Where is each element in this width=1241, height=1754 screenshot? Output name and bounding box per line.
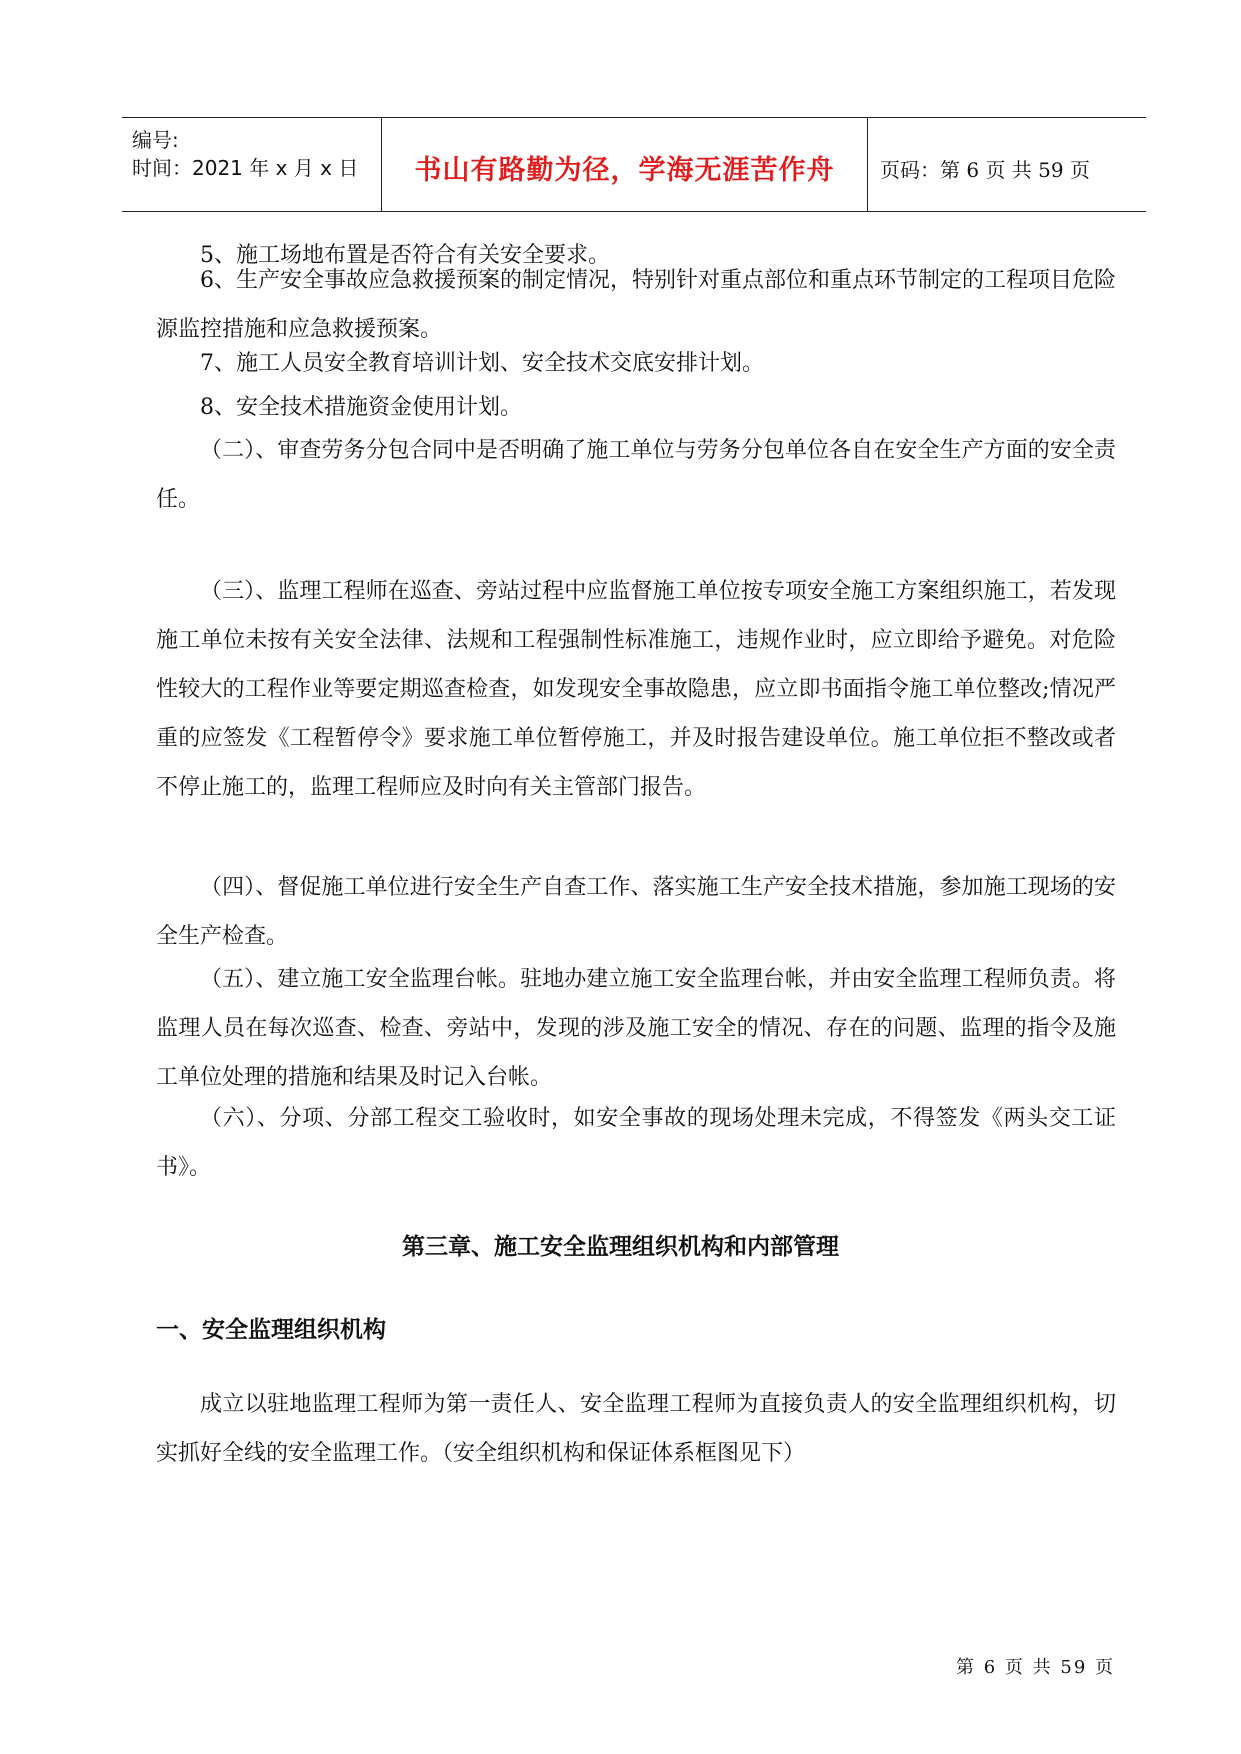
header-motto-cell [382,118,868,211]
document-date-label: 时间：2021 年 x 月 x 日 [132,156,359,180]
document-header [122,117,1146,212]
item-7: 7、施工人员安全教育培训计划、安全技术交底安排计划。 [200,351,764,376]
item-8: 8、安全技术措施资金使用计划。 [200,395,522,420]
header-motto: 书山有路勤为径，学海无涯苦作舟 [414,155,835,186]
header-page-cell [868,118,1146,211]
paragraph-2: （二）、审查劳务分包合同中是否明确了施工单位与劳务分包单位各自在安全生产方面的安全责任。 [156,438,1116,512]
paragraph-3: （三）、监理工程师在巡查、旁站过程中应监督施工单位按专项安全施工方案组织施工，若发现施工单位未按有关安全法律、法规和工程强制性标准施工，违规作业时，应立即给予避免。对危险性较大的工程作业等要定期巡查检查，如发现安全事故隐患，应立即书面指令施工单位整改;情况严重的应签发《工程暂停令》要求施工单位暂停施工，并及时报告建设单位。施工单位拒不整改或者不停止施工的，监理工程师应及时向有关主管部门报告。 [156,579,1116,800]
paragraph-4: （四）、督促施工单位进行安全生产自查工作、落实施工生产安全技术措施，参加施工现场的安全生产检查。 [156,875,1116,949]
header-info-cell [122,118,382,211]
chapter-title: 第三章、施工安全监理组织机构和内部管理 [402,1233,839,1260]
paragraph-6: （六）、分项、分部工程交工验收时，如安全事故的现场处理未完成，不得签发《两头交工证书》。 [156,1106,1116,1180]
page-footer: 第 6 页 共 59 页 [956,1657,1115,1678]
section-title: 一、安全监理组织机构 [156,1316,386,1343]
paragraph-5: （五）、建立施工安全监理台帐。驻地办建立施工安全监理台帐，并由安全监理工程师负责。将监理人员在每次巡查、检查、旁站中，发现的涉及施工安全的情况、存在的问题、监理的指令及施工单位处理的措施和结果及时记入台帐。 [156,967,1116,1090]
header-page-number: 页码：第 6 页 共 59 页 [880,158,1090,182]
document-number-label: 编号: [132,128,179,152]
section-body: 成立以驻地监理工程师为第一责任人、安全监理工程师为直接负责人的安全监理组织机构，切实抓好全线的安全监理工作。（安全组织机构和保证体系框图见下） [156,1392,1116,1466]
item-5: 5、施工场地布置是否符合有关安全要求。 [200,243,610,268]
item-6: 6、生产安全事故应急救援预案的制定情况，特别针对重点部位和重点环节制定的工程项目危险源监控措施和应急救援预案。 [156,268,1117,342]
